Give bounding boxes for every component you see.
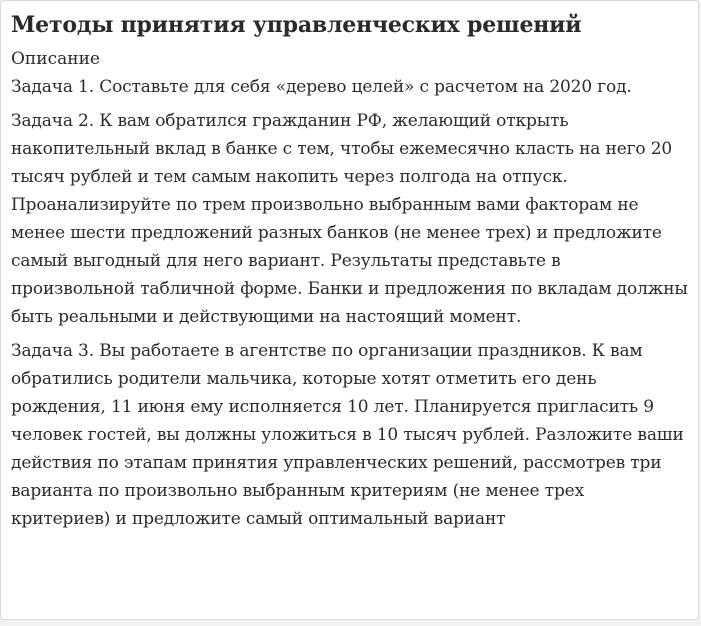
task-1-paragraph: Задача 1. Составьте для себя «дерево целей» с расчетом на 2020 год. [11, 77, 632, 97]
task-2-paragraph: Задача 2. К вам обратился гражданин РФ, желающий открыть накопительный вклад в банке с тем, чтобы ежемесячно класть на него 20 тысяч рублей и тем самым накопить через полгода на отпуск. Проанализируйте по трем произвольно выбранным вами факторам не менее шести предложений разных банков (не менее трех) и предложите самый выгодный для него вариант. Результаты представьте в произвольной табличной форме. Банки и предложения по вкладам должны быть реальными и действующими на настоящий момент. [11, 111, 688, 327]
document-subtitle: Описание [11, 49, 100, 69]
document-title: Методы принятия управленческих решений [11, 12, 582, 38]
task-3-paragraph: Задача 3. Вы работаете в агентстве по организации праздников. К вам обратились родители мальчика, которые хотят отметить его день рождения, 11 июня ему исполняется 10 лет. Планируется пригласить 9 человек гостей, вы должны уложиться в 10 тысяч рублей. Разложите ваши действия по этапам принятия управленческих решений, рассмотрев три варианта по произвольно выбранным критериям (не менее трех критериев) и предложите самый оптимальный вариант [11, 341, 684, 529]
